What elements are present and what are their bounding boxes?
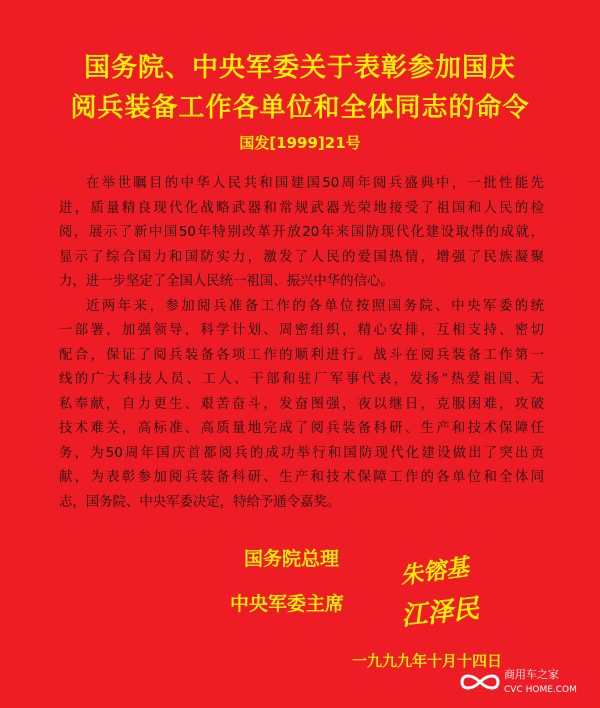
premier-title: 国务院总理: [244, 548, 340, 570]
infinity-logo-icon: [458, 668, 502, 696]
document-title-line-1: 国务院、中央军委关于表彰参加国庆: [83, 53, 516, 83]
document-body: [59, 172, 544, 515]
paragraph-line: 在举世瞩目的中华人民共和国建国50周年阅兵盛典中，一批性能先: [86, 176, 544, 191]
paragraph-line: 一部署，加强领导，科学计划、周密组织，精心安排，互相支持、密切: [59, 323, 544, 338]
paragraph-2: [59, 295, 544, 516]
paragraph-line: 显示了综合国力和国防实力，激发了人民的爱国热情，增强了民族凝聚: [59, 249, 544, 265]
watermark-site-url: CVC HOME.COM: [504, 685, 577, 695]
document-title-line-2: 阅兵装备工作各单位和全体同志的命令: [70, 93, 530, 123]
paragraph-1: [59, 172, 544, 295]
paragraph-line: 务，为50周年国庆首都阅兵的成功举行和国防现代化建设做出了突出贡: [59, 445, 544, 461]
paragraph-line: 近两年来，参加阅兵准备工作的各单位按照国务院、中央军委的统: [86, 298, 544, 314]
chairman-signature: 江泽民: [399, 593, 481, 632]
premier-signature: 朱镕基: [398, 553, 471, 590]
site-watermark: [458, 666, 592, 702]
paragraph-line: 阅，展示了新中国50年特别改革开放20年来国防现代化建设取得的成就，: [59, 225, 544, 240]
paragraph-line: 力，进一步坚定了全国人民统一祖国、振兴中华的信心。: [59, 274, 394, 289]
paragraph-line: 线的广大科技人员、工人、干部和驻厂军事代表，发扬“热爱祖国、无: [59, 372, 544, 387]
paragraph-line: 私奉献，自力更生、艰苦奋斗，发奋图强，夜以继日，克服困难，攻破: [59, 396, 544, 412]
paragraph-line: 配合，保证了阅兵装备各项工作的顺利进行。战斗在阅兵装备工作第一: [59, 347, 544, 363]
chairman-title: 中央军委主席: [230, 593, 345, 615]
paragraph-line: 志，国务院、中央军委决定，特给予通令嘉奖。: [59, 494, 341, 510]
paragraph-line: 献，为表彰参加阅兵装备科研、生产和技术保障工作的各单位和全体同: [59, 470, 544, 485]
watermark-site-name: 商用车之家: [504, 668, 559, 681]
paragraph-line: 进，质量精良现代化战略武器和常规武器光荣地接受了祖国和人民的检: [59, 200, 544, 216]
paragraph-line: 技术难关，高标准、高质量地完成了阅兵装备科研、生产和技术保障任: [59, 421, 544, 436]
document-number: 国发[1999]21号: [239, 134, 361, 152]
issue-date: 一九九九年十月十四日: [352, 652, 503, 670]
